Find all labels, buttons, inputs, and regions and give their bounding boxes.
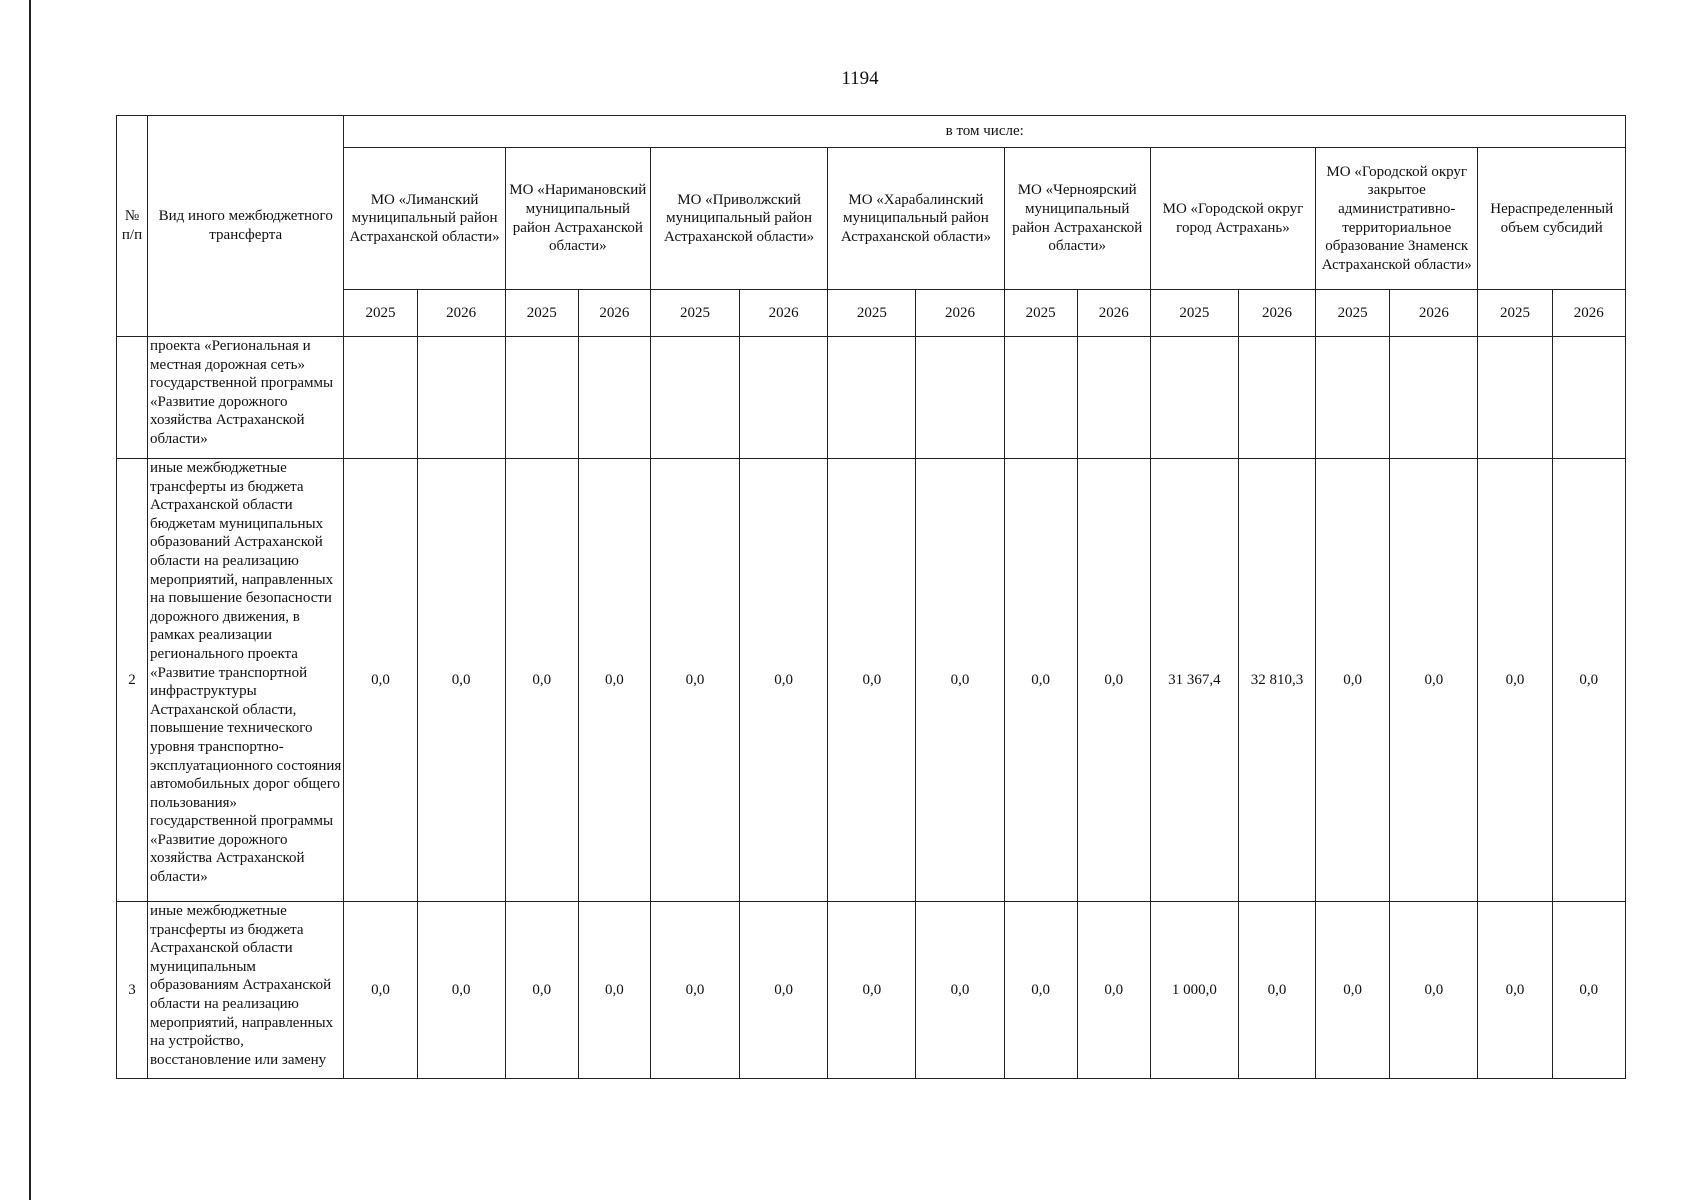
transfers-table [116, 115, 1626, 1079]
value-cell: 0,0 [1004, 902, 1077, 1079]
year-header: 2025 [650, 290, 739, 337]
value-cell [417, 337, 505, 459]
value-cell: 0,0 [1004, 459, 1077, 902]
value-cell: 0,0 [417, 459, 505, 902]
value-cell: 0,0 [828, 459, 916, 902]
binding-margin-line [29, 0, 31, 1200]
value-cell: 0,0 [1316, 902, 1390, 1079]
value-cell: 0,0 [578, 902, 650, 1079]
value-cell: 0,0 [828, 902, 916, 1079]
value-cell: 0,0 [650, 459, 739, 902]
value-cell: 0,0 [916, 902, 1004, 1079]
table-row [117, 337, 1626, 459]
value-cell: 0,0 [344, 902, 417, 1079]
value-cell [578, 337, 650, 459]
year-header: 2026 [578, 290, 650, 337]
page-number: 1194 [841, 68, 879, 89]
table-row [117, 902, 1626, 1079]
value-cell: 0,0 [1077, 902, 1150, 1079]
row-description: проекта «Региональная и местная дорожная сеть» государственной программы «Развитие дорожного хозяйства Астраханской области» [148, 337, 344, 459]
value-cell [740, 337, 828, 459]
year-header: 2026 [1552, 290, 1625, 337]
value-cell [1316, 337, 1390, 459]
value-cell: 0,0 [505, 459, 578, 902]
year-header: 2025 [1004, 290, 1077, 337]
value-cell [650, 337, 739, 459]
value-cell: 1 000,0 [1150, 902, 1238, 1079]
value-cell: 0,0 [1552, 902, 1625, 1079]
value-cell: 0,0 [505, 902, 578, 1079]
value-cell [1238, 337, 1315, 459]
year-header: 2025 [505, 290, 578, 337]
value-cell: 0,0 [1077, 459, 1150, 902]
year-header: 2026 [740, 290, 828, 337]
municipality-header: МО «Лиманский муниципальный район Астраханской области» [344, 148, 505, 290]
row-description: иные межбюджетные трансферты из бюджета Астраханской области бюджетам муниципальных образований Астраханской области на реализацию мероприятий, направленных на повышение безопасности дорожного движения, в рамках реализации регионального проекта «Развитие транспортной инфраструктуры Астраханской области, повышение технического уровня транспортно-эксплуатационного состояния автомобильных дорог общего пользования» государственной программы «Развитие дорожного хозяйства Астраханской области» [148, 459, 344, 902]
row-description: иные межбюджетные трансферты из бюджета Астраханской области муниципальным образованиям Астраханской области на реализацию мероприятий, направленных на устройство, восстановление или замену [148, 902, 344, 1079]
year-header: 2026 [1238, 290, 1315, 337]
year-header: 2026 [916, 290, 1004, 337]
value-cell: 0,0 [344, 459, 417, 902]
municipality-header: МО «Черноярский муниципальный район Астраханской области» [1004, 148, 1150, 290]
value-cell [505, 337, 578, 459]
value-cell: 0,0 [650, 902, 739, 1079]
value-cell [1150, 337, 1238, 459]
value-cell: 0,0 [1478, 459, 1552, 902]
municipality-header: МО «Харабалинский муниципальный район Астраханской области» [828, 148, 1004, 290]
year-header: 2025 [828, 290, 916, 337]
group-header: в том числе: [344, 116, 1626, 148]
year-header: 2025 [1478, 290, 1552, 337]
year-header: 2025 [1150, 290, 1238, 337]
value-cell [916, 337, 1004, 459]
year-header: 2025 [1316, 290, 1390, 337]
year-header: 2026 [417, 290, 505, 337]
value-cell: 31 367,4 [1150, 459, 1238, 902]
row-number: 3 [117, 902, 148, 1079]
value-cell: 32 810,3 [1238, 459, 1315, 902]
municipality-header: МО «Приволжский муниципальный район Астраханской области» [650, 148, 827, 290]
value-cell: 0,0 [578, 459, 650, 902]
value-cell: 0,0 [1390, 459, 1478, 902]
value-cell [344, 337, 417, 459]
value-cell: 0,0 [740, 459, 828, 902]
value-cell: 0,0 [1238, 902, 1315, 1079]
value-cell [1478, 337, 1552, 459]
value-cell [1552, 337, 1625, 459]
municipality-header: Нераспределенный объем субсидий [1478, 148, 1626, 290]
year-header: 2026 [1077, 290, 1150, 337]
value-cell: 0,0 [740, 902, 828, 1079]
value-cell: 0,0 [1316, 459, 1390, 902]
value-cell: 0,0 [1478, 902, 1552, 1079]
year-header: 2025 [344, 290, 417, 337]
row-number: 2 [117, 459, 148, 902]
value-cell: 0,0 [916, 459, 1004, 902]
col-number-header: № п/п [117, 116, 148, 337]
value-cell: 0,0 [417, 902, 505, 1079]
value-cell [1390, 337, 1478, 459]
value-cell [828, 337, 916, 459]
row-number [117, 337, 148, 459]
year-header: 2026 [1390, 290, 1478, 337]
value-cell: 0,0 [1390, 902, 1478, 1079]
municipality-header: МО «Городской округ город Астрахань» [1150, 148, 1315, 290]
municipality-header: МО «Городской округ закрытое административно-территориальное образование Знаменск Астраханской области» [1316, 148, 1478, 290]
col-type-header: Вид иного межбюджетного трансферта [148, 116, 344, 337]
value-cell [1077, 337, 1150, 459]
value-cell: 0,0 [1552, 459, 1625, 902]
table-row [117, 459, 1626, 902]
municipality-header: МО «Наримановский муниципальный район Астраханской области» [505, 148, 650, 290]
value-cell [1004, 337, 1077, 459]
